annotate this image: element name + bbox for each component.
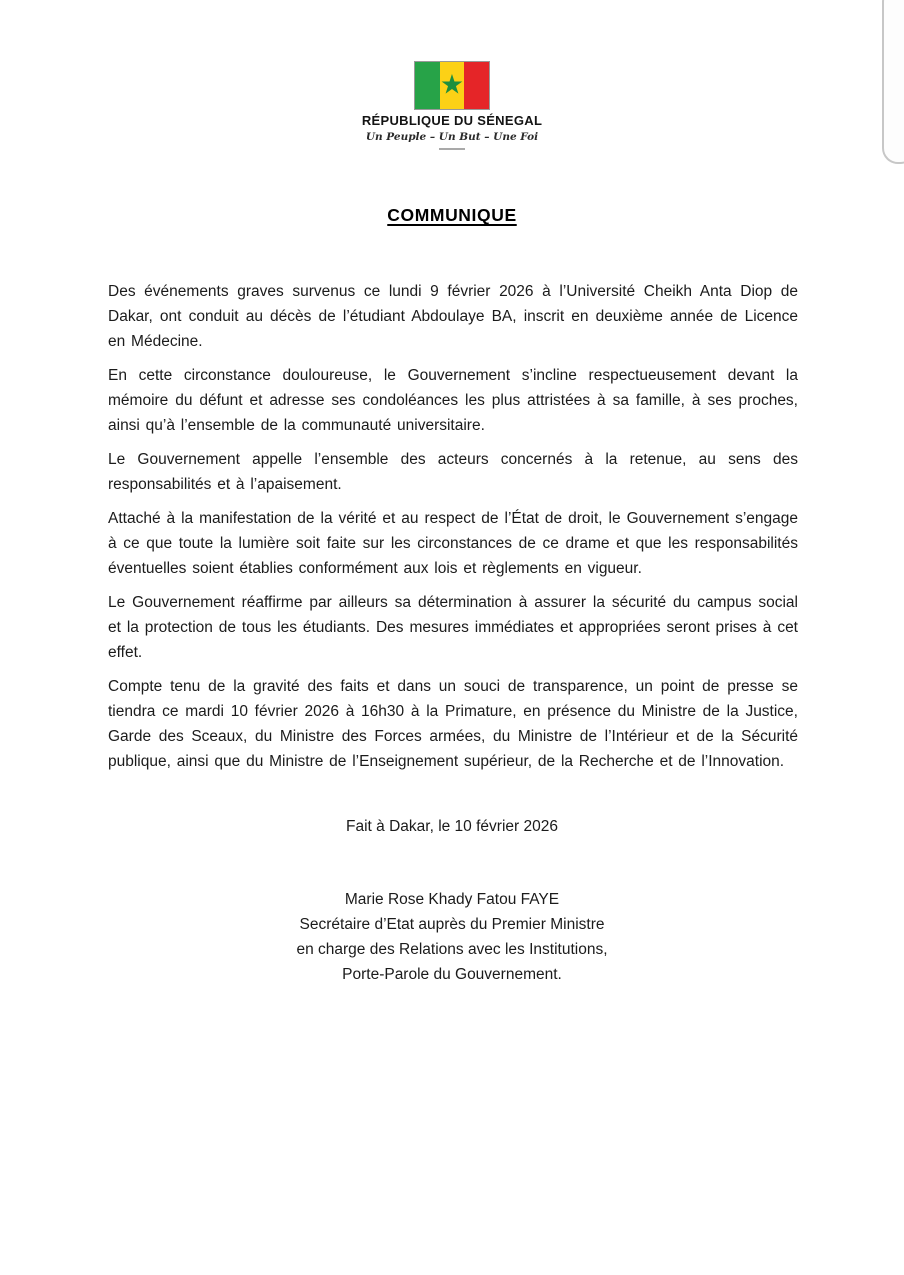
motto-rule bbox=[439, 148, 465, 150]
signatory-name: Marie Rose Khady Fatou FAYE bbox=[344, 891, 560, 908]
paragraph-6: Compte tenu de la gravité des faits et dans un souci de transparence, un point de presse se tiendra ce mardi 10 février 2026 à 16h30 à la Primature, en présence du Ministre de la Justice, Garde des Sceaux, du Ministre des Forces armées, du Ministre de l’Intérieur et de la Sécurité publique, ainsi que du Ministre de l’Enseignement supérieur, de la Recherche et de l’Innovation. bbox=[108, 678, 798, 770]
paragraph-2: En cette circonstance douloureuse, le Gouvernement s’incline respectueusement devant la mémoire du défunt et adresse ses condoléances les plus attristées à sa famille, à ses proches, ainsi qu’à l’ensemble de la communauté universitaire. bbox=[108, 367, 798, 434]
flag-yellow-band bbox=[440, 62, 465, 109]
country-name: RÉPUBLIQUE DU SÉNEGAL bbox=[361, 113, 543, 128]
letterhead bbox=[0, 0, 904, 150]
national-motto: Un Peuple – Un But – Une Foi bbox=[365, 131, 539, 143]
dateline: Fait à Dakar, le 10 février 2026 bbox=[346, 818, 558, 835]
flag-green-band bbox=[415, 62, 440, 109]
flag-star-icon: ★ bbox=[439, 68, 465, 99]
flag-red-band bbox=[464, 62, 489, 109]
scrollbar-thumb[interactable] bbox=[882, 0, 904, 164]
signatory-title-line-3: Porte-Parole du Gouvernement. bbox=[342, 966, 562, 983]
document-title: COMMUNIQUE bbox=[387, 205, 517, 225]
paragraph-1: Des événements graves survenus ce lundi 9 février 2026 à l’Université Cheikh Anta Diop de Dakar, ont conduit au décès de l’étudiant Abdoulaye BA, inscrit en deuxième année de Licence en Médecine. bbox=[108, 283, 798, 350]
paragraph-5: Le Gouvernement réaffirme par ailleurs sa détermination à assurer la sécurité du campus social et la protection de tous les étudiants. Des mesures immédiates et appropriées seront prises à cet effet. bbox=[108, 594, 798, 661]
signature-block bbox=[0, 887, 904, 987]
signatory-title-line-1: Secrétaire d’Etat auprès du Premier Ministre bbox=[299, 916, 605, 933]
signatory-title-line-2: en charge des Relations avec les Institutions, bbox=[296, 941, 608, 958]
paragraph-4: Attaché à la manifestation de la vérité et au respect de l’État de droit, le Gouvernement s’engage à ce que toute la lumière soit faite sur les circonstances de ce drame et que les responsabilités éventuelles soient établies conformément aux lois et règlements en vigueur. bbox=[108, 510, 798, 577]
senegal-flag-icon bbox=[415, 62, 489, 109]
document-body bbox=[108, 279, 798, 774]
paragraph-3: Le Gouvernement appelle l’ensemble des acteurs concernés à la retenue, au sens des responsabilités et à l’apaisement. bbox=[108, 451, 798, 493]
